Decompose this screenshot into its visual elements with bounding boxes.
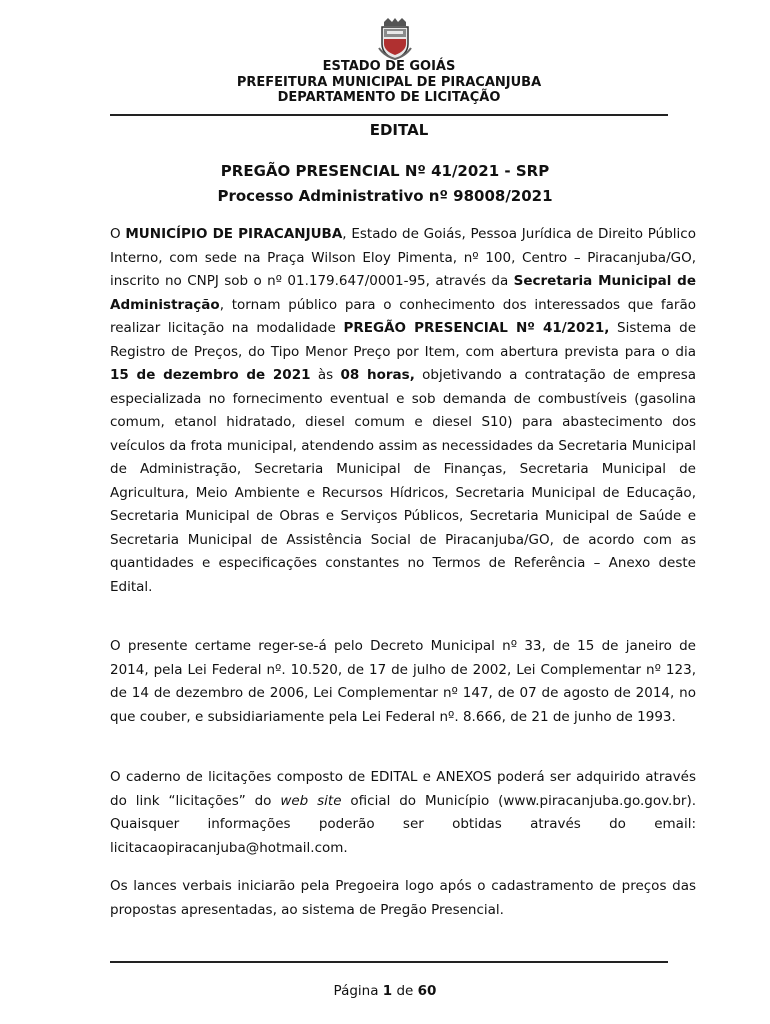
page-label: Página [333, 983, 383, 999]
paragraph-intro [110, 223, 696, 599]
caderno-italic-website: web site [280, 792, 342, 809]
total-pages: 60 [417, 983, 437, 999]
intro-bold-secretaria: Secretaria Municipal de Administração [110, 273, 697, 313]
paragraph-caderno [110, 766, 696, 860]
intro-bold-date: 15 de dezembro de 2021 [110, 367, 311, 383]
intro-text-4: Sistema de Registro de Preços, do Tipo Menor Preço por Item, com abertura prevista para o dia [110, 320, 696, 360]
page-number [0, 983, 770, 999]
pregao-title: PREGÃO PRESENCIAL Nº 41/2021 - SRP [220, 162, 550, 180]
header-department: DEPARTAMENTO DE LICITAÇÃO [277, 90, 501, 105]
processo-title: Processo Administrativo nº 98008/2021 [217, 187, 553, 205]
header-state: ESTADO DE GOIÁS [322, 59, 456, 74]
caderno-text-1: O caderno de licitações composto de EDITAL e ANEXOS poderá ser adquirido através do link “licitações” do [110, 769, 696, 809]
legislation-text: O presente certame reger-se-á pelo Decreto Municipal nº 33, de 15 de janeiro de 2014, pela Lei Federal nº. 10.520, de 17 de julho de 2002, Lei Complementar nº 123, de 14 de dezembro de 2006, Lei Complementar nº 147, de 07 de agosto de 2014, no que couber, e subsidiariamente pela Lei Federal nº. 8.666, de 21 de junho de 1993. [110, 638, 696, 725]
intro-text-5: às [310, 367, 341, 383]
page-of-label: de [392, 983, 418, 999]
header-divider [110, 114, 668, 116]
caderno-text-2: oficial do Município (www.piracanjuba.go.gov.br). Quaisquer informações poderão ser obtidas através do email: licitacaopiracanjuba@hotmail.com. [110, 792, 696, 856]
intro-bold-pregao: PREGÃO PRESENCIAL Nº 41/2021, [343, 320, 610, 336]
current-page: 1 [382, 983, 393, 999]
intro-text-3: , tornam público para o conhecimento dos interessados que farão realizar licitação na modalidade [110, 296, 696, 336]
document-type-title: EDITAL [369, 121, 429, 139]
intro-text-1: O [110, 226, 126, 242]
intro-bold-municipio: MUNICÍPIO DE PIRACANJUBA [125, 226, 343, 242]
intro-bold-hour: 08 horas, [340, 367, 415, 383]
paragraph-legislation [110, 635, 696, 729]
document-header [0, 59, 770, 106]
municipal-crest-icon [378, 18, 412, 60]
paragraph-lances [110, 875, 696, 922]
header-prefecture: PREFEITURA MUNICIPAL DE PIRACANJUBA [236, 74, 542, 90]
lances-text: Os lances verbais iniciarão pela Pregoeira logo após o cadastramento de preços das propostas apresentadas, ao sistema de Pregão Presencial. [110, 878, 696, 918]
footer-divider [110, 961, 668, 963]
intro-text-6: objetivando a contratação de empresa especializada no fornecimento eventual e sob demanda de combustíveis (gasolina comum, etanol hidratado, diesel comum e diesel S10) para abastecimento dos veículos da frota municipal, atendendo assim as necessidades da Secretaria Municipal de Administração, Secretaria Municipal de Finanças, Secretaria Municipal de Agricultura, Meio Ambiente e Recursos Hídricos, Secretaria Municipal de Educação, Secretaria Municipal de Obras e Serviços Públicos, Secretaria Municipal de Saúde e Secretaria Municipal de Assistência Social de Piracanjuba/GO, de acordo com as quantidades e especificações constantes no Termos de Referência – Anexo deste Edital. [110, 367, 697, 595]
intro-text-2: , Estado de Goiás, Pessoa Jurídica de Direito Público Interno, com sede na Praça Wilson Eloy Pimenta, nº 100, Centro – Piracanjuba/GO, inscrito no CNPJ sob o nº 01.179.647/0001-95, através da [110, 226, 696, 289]
